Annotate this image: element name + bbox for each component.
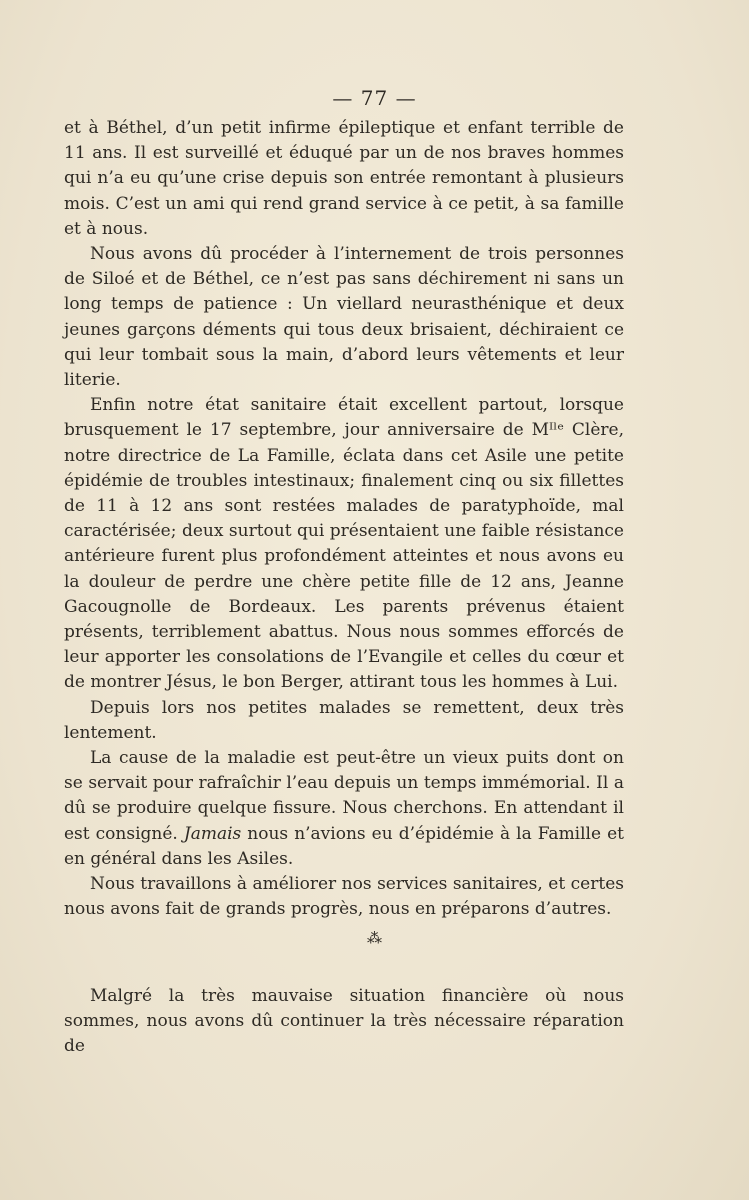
paragraph-1: et à Béthel, d’un petit infirme épileptique et enfant terrible de 11 ans. Il est surveillé et éduqué par un de nos braves hommes qui n’a eu qu’une crise depuis son entrée remontant à plusieurs mois. C’est un ami qui rend grand service à ce petit, à sa famille et à nous.	[64, 118, 624, 239]
body-text	[64, 116, 624, 923]
continued-text	[64, 984, 624, 1060]
paragraph-5	[64, 746, 624, 872]
asterism-separator: ⁂	[367, 929, 382, 947]
page-number: — 77 —	[332, 86, 417, 110]
paragraph-6: Nous travaillons à améliorer nos services sanitaires, et certes nous avons fait de grands progrès, nous en préparons d’autres.	[64, 874, 624, 920]
cause-text-before: La cause de la maladie est peut-être un vieux puits dont on se servait pour rafraîchir l’eau depuis un temps immémorial. Il a dû se produire quelque fissure. Nous cherchons. En attendant il est consigné.	[64, 748, 624, 844]
cause-emphasis: Jamais	[183, 823, 242, 844]
paragraph-2: Nous avons dû procéder à l’internement de trois personnes de Siloé et de Béthel, ce n’est pas sans déchirement ni sans un long temps de patience : Un viellard neurasthénique et deux jeunes garçons déments qui tous deux brisaient, déchiraient ce qui leur tombait sous la main, d’abord leurs vêtements et leur literie.	[64, 244, 624, 391]
paragraph-4: Depuis lors nos petites malades se remettent, deux très lentement.	[64, 697, 624, 743]
cause-text-after: nous n’avions eu d’épidémie à la Famille et en général dans les Asiles.	[64, 823, 624, 869]
paragraph-3: Enfin notre état sanitaire était excellent partout, lorsque brusquement le 17 septembre, jour anniversaire de Mᴵˡᵉ Clère, notre directrice de La Famille, éclata dans cet Asile une petite épidémie de troubles intestinaux; finalement cinq ou six fillettes de 11 à 12 ans sont restées malades de paratyphoïde, mal caractérisée; deux surtout qui présentaient une faible résistance antérieure furent plus profondément atteintes et nous avons eu la douleur de perdre une chère petite fille de 12 ans, Jeanne Gacougnolle de Bordeaux. Les parents prévenus étaient présents, terriblement abattus. Nous nous sommes efforcés de leur apporter les consolations de l’Evangile et celles du cœur et de montrer Jésus, le bon Berger, attirant tous les hommes à Lui.	[64, 395, 624, 693]
final-paragraph: Malgré la très mauvaise situation financière où nous sommes, nous avons dû continuer la très nécessaire réparation de	[64, 986, 624, 1057]
